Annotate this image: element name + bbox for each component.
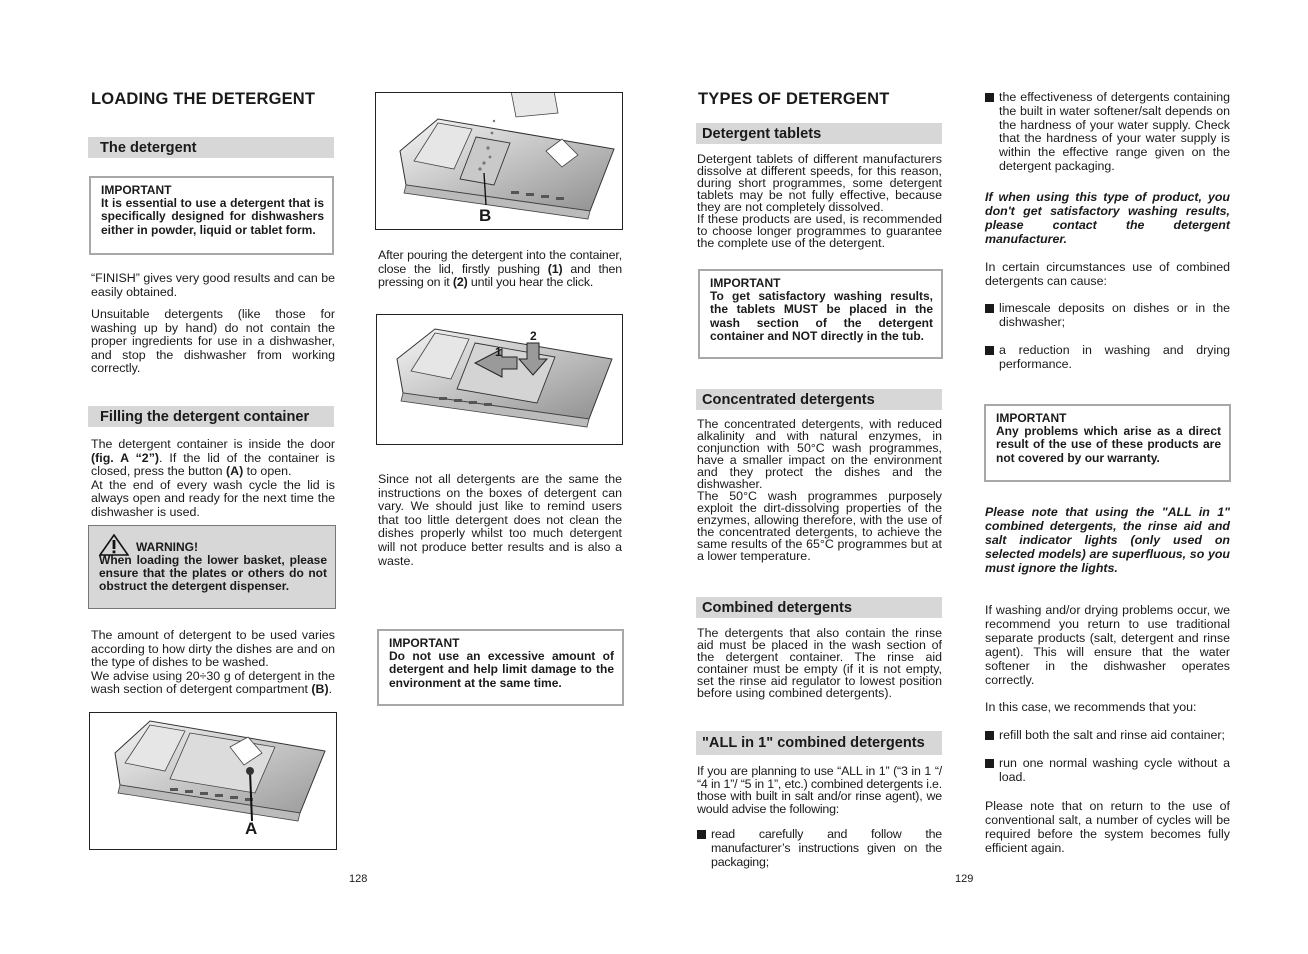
section-heading-filling: Filling the detergent container xyxy=(88,406,334,427)
figure-b-label: B xyxy=(479,206,492,225)
paragraph-conventional-salt: Please note that on return to the use of conventional salt, a number of cycles will be required before the system becomes fully efficient again. xyxy=(985,799,1230,855)
bullet-square-icon xyxy=(985,93,994,102)
page-title-types: TYPES OF DETERGENT xyxy=(698,90,890,108)
section-heading-the-detergent: The detergent xyxy=(88,137,334,158)
section-heading-concentrated: Concentrated detergents xyxy=(696,389,942,410)
paragraph-if-washing-problems: If washing and/or drying problems occur, we recommend you return to use traditional separate products (salt, detergent and rinse agent). This will ensure that the water softener in the dishwasher operates correctly. xyxy=(985,603,1230,687)
paragraph-tablets: Detergent tablets of different manufacturers dissolve at different speeds, for this reason, during short programmes, some detergent tablets may be not fully effective, because they are not completely dissolved. If these products are used, is recommended to choose longer programmes to guarantee the complete use of the detergent. xyxy=(697,152,942,250)
important-box-3 xyxy=(698,269,943,359)
paragraph-finish: “FINISH” gives very good results and can be easily obtained. xyxy=(91,271,335,299)
pouring-illustration xyxy=(376,93,622,229)
important-title: IMPORTANT xyxy=(996,411,1067,425)
page-number-right: 129 xyxy=(955,873,974,885)
dispenser-illustration xyxy=(90,713,336,849)
important-box-2 xyxy=(377,629,624,706)
figure-a-label: A xyxy=(245,819,258,838)
paragraph-unsuitable: Unsuitable detergents (like those for washing up by hand) do not contain the proper ingredients for use in a dishwasher, and stop the dishwasher from working correctly. xyxy=(91,307,335,376)
important-box-4 xyxy=(984,404,1231,482)
paragraph-filling: The detergent container is inside the door (fig. A “2”). If the lid of the container is closed, press the button (A) to open. At the end of every wash cycle the lid is always open and ready for the next time the dishwasher is used. xyxy=(91,437,335,519)
warning-box xyxy=(88,525,336,609)
paragraph-since: Since not all detergents are the same the instructions on the boxes of detergent can vary. We should just like to remind users that too little detergent does not clean the dishes properly whilst too much detergent will not produce better results and is also a waste. xyxy=(378,472,622,568)
bullet-square-icon xyxy=(697,830,706,839)
figure-closing-lid xyxy=(376,314,623,445)
paragraph-pouring: After pouring the detergent into the container, close the lid, firstly pushing (1) and then pressing on it (2) until you hear the click. xyxy=(378,248,622,290)
paragraph-this-case: In this case, we recommends that you: xyxy=(985,700,1197,714)
figure-label-2: 2 xyxy=(530,329,537,343)
warning-body: When loading the lower basket, please ensure that the plates or others do not obstruct the detergent dispenser. xyxy=(99,553,327,594)
paragraph-concentrated: The concentrated detergents, with reduced alkalinity and with natural enzymes, in conjunction with 50°C wash programmes, have a smaller impact on the environment and they protect the dishes and the dishwasher. The 50°C wash programmes purposely exploit the dirt-dissolving properties of the enzymes, allowing therefore, with the use of the concentrated detergents, to achieve the same results of the 65°C programmes but at a lower temperature. xyxy=(697,417,942,563)
figure-label-1: 1 xyxy=(495,345,502,359)
bullet-square-icon xyxy=(985,759,994,768)
paragraph-if-unsatisfactory: If when using this type of product, you don't get satisfactory washing results, please contact the detergent manufacturer. xyxy=(985,190,1230,246)
figure-b-pouring xyxy=(375,92,623,230)
paragraph-please-note-all-in-1: Please note that using the "ALL in 1" combined detergents, the rinse aid and salt indicator lights (only used on selected models) are superfluous, so you must ignore the lights. xyxy=(985,505,1230,575)
section-heading-tablets: Detergent tablets xyxy=(696,123,942,144)
paragraph-certain-circumstances: In certain circumstances use of combined detergents can cause: xyxy=(985,260,1230,288)
important-box-1 xyxy=(89,176,334,255)
list-item: the effectiveness of detergents containing the built in water softener/salt depends on the hardness of your water supply. Check that the hardness of your water supply is within the effective range given on the detergent packaging. xyxy=(985,91,1230,174)
important-title: IMPORTANT xyxy=(710,276,781,290)
closing-lid-illustration xyxy=(377,315,622,444)
section-heading-combined: Combined detergents xyxy=(696,597,942,618)
important-title: IMPORTANT xyxy=(101,183,172,197)
section-heading-all-in-1: "ALL in 1" combined detergents xyxy=(696,731,942,755)
paragraph-combined: The detergents that also contain the rinse aid must be placed in the wash section of the detergent container. The rinse aid container must be empty (if it is not empty, set the rinse aid regulator to lowest position before using combined detergents). xyxy=(697,626,942,700)
page-title-loading: LOADING THE DETERGENT xyxy=(91,90,316,108)
list-item: limescale deposits on dishes or in the dishwasher; xyxy=(985,302,1230,330)
bullet-square-icon xyxy=(985,731,994,740)
bullet-square-icon xyxy=(985,304,994,313)
figure-a-dispenser xyxy=(89,712,337,850)
important-body: Any problems which arise as a direct result of the use of these products are not covered by our warranty. xyxy=(996,424,1221,465)
important-body: It is essential to use a detergent that is specifically designed for dishwashers either in powder, liquid or tablet form. xyxy=(101,196,324,237)
important-title: IMPORTANT xyxy=(389,636,460,650)
list-item: run one normal washing cycle without a load. xyxy=(985,757,1230,785)
list-item: read carefully and follow the manufacturer’s instructions given on the packaging; xyxy=(697,828,942,869)
list-item: refill both the salt and rinse aid container; xyxy=(985,729,1230,743)
important-body: To get satisfactory washing results, the tablets MUST be placed in the wash section of the detergent container and NOT directly in the tub. xyxy=(710,289,933,343)
warning-triangle-icon xyxy=(99,534,129,556)
important-body: Do not use an excessive amount of detergent and help limit damage to the environment at the same time. xyxy=(389,649,614,690)
bullet-square-icon xyxy=(985,346,994,355)
page-number-left: 128 xyxy=(349,873,368,885)
list-item: a reduction in washing and drying performance. xyxy=(985,344,1230,372)
warning-title: WARNING! xyxy=(136,540,198,554)
paragraph-amount: The amount of detergent to be used varies according to how dirty the dishes are and on the type of dishes to be washed. We advise using 20÷30 g of detergent in the wash section of detergent compartment (B). xyxy=(91,628,335,697)
paragraph-all-in-1: If you are planning to use “ALL in 1” (“3 in 1 “/ “4 in 1”/ “5 in 1”, etc.) combined detergents i.e. those with built in salt and/or rinse agent), we would advise the following: xyxy=(697,764,942,816)
